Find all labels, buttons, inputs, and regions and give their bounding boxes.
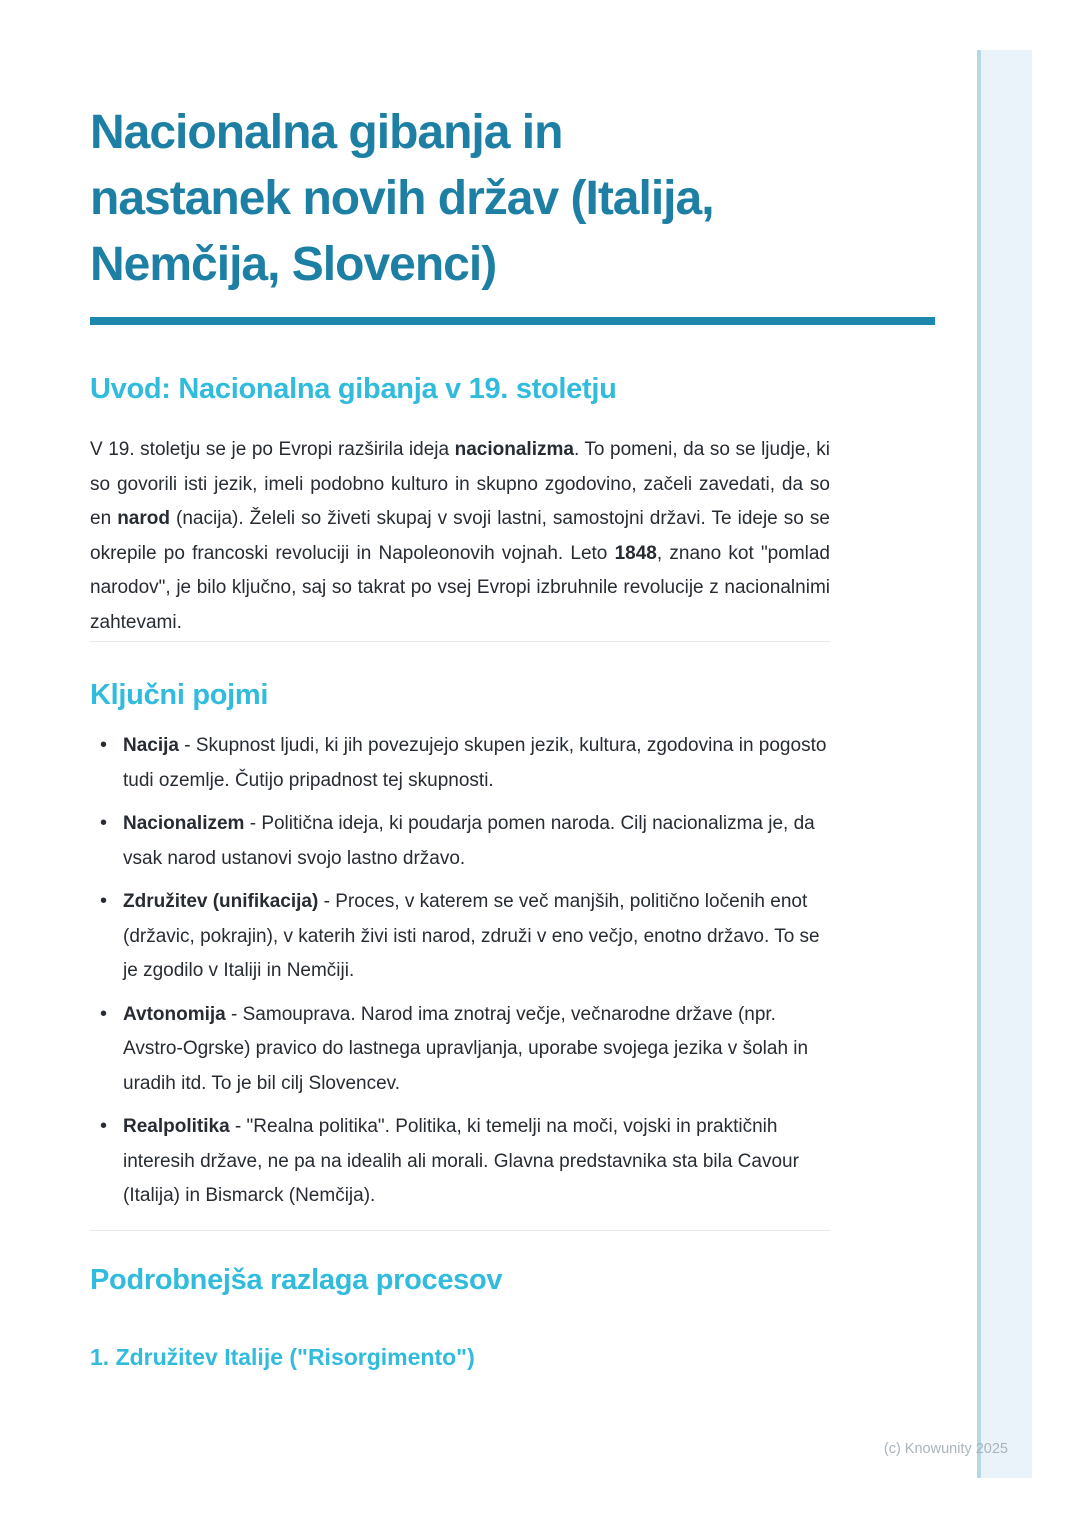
key-terms-list [90,729,830,1214]
term-definition: - Samouprava. Narod ima znotraj večje, večnarodne države (npr. Avstro-Ogrske) pravico do lastnega upravljanja, uporabe svojega jezika v šolah in uradih itd. To je bil cilj Slovencev. [123,1003,809,1094]
section-heading-kljucni-pojmi: Ključni pojmi [90,679,269,711]
page-title-line: nastanek novih držav (Italija, [90,172,714,225]
page-title-line: Nemčija, Slovenci) [90,238,497,291]
term-label: Nacija [123,735,179,756]
list-item [90,885,830,989]
intro-bold-term: narod [117,508,170,529]
section-divider [90,641,830,642]
side-stripe [977,50,1032,1478]
list-item [90,807,830,876]
term-label: Avtonomija [123,1003,226,1025]
intro-text-segment: . To pomeni, da so se ljudje, ki so govorili isti jezik, imeli podobno kulturo in skupno zgodovino, začeli zavedati, da so en [90,439,830,529]
page-content [90,0,935,1371]
section-heading-uvod: Uvod: Nacionalna gibanja v 19. stoletju [90,373,617,405]
intro-bold-term: nacionalizma [454,439,574,460]
term-label: Združitev (unifikacija) [123,891,319,912]
intro-paragraph [90,433,830,640]
title-rule [90,317,935,325]
page-title-line: Nacionalna gibanja in [90,106,563,159]
section-heading-podrobnejsa-razlaga: Podrobnejša razlaga procesov [90,1263,503,1296]
term-definition: - Politična ideja, ki poudarja pomen naroda. Cilj nacionalizma je, da vsak narod ustanovi svojo lastno državo. [123,813,815,869]
subsection-heading-zdruzitev-italije: 1. Združitev Italije ("Risorgimento") [90,1343,475,1370]
list-item [90,1110,830,1214]
intro-text-segment: , znano kot "pomlad narodov", je bilo ključno, saj so takrat po vsej Evropi izbruhnile revolucije z nacionalnimi zahtevami. [90,542,831,633]
page-title [90,100,935,298]
term-label: Realpolitika [123,1116,230,1137]
intro-bold-term: 1848 [614,542,657,564]
term-definition: - Skupnost ljudi, ki jih povezujejo skupen jezik, kultura, zgodovina in pogosto tudi ozemlje. Čutijo pripadnost tej skupnosti. [123,735,827,791]
intro-text-segment: V 19. stoletju se je po Evropi razširila ideja [90,439,455,460]
copyright-note: (c) Knowunity 2025 [883,1441,1008,1457]
term-definition: - Proces, v katerem se več manjših, politično ločenih enot (državic, pokrajin), v katerih živi isti narod, združi v eno večjo, enotno državo. To se je zgodilo v Italiji in Nemčiji. [123,891,820,981]
list-item [90,998,830,1102]
term-label: Nacionalizem [123,813,245,834]
intro-text-segment: (nacija). Želeli so živeti skupaj v svoji lastni, samostojni državi. Te ideje so se okrepile po francoski revoluciji in Napoleonovih vojnah. Leto [90,508,830,564]
section-divider [90,1230,830,1231]
list-item [90,729,830,798]
term-definition: - "Realna politika". Politika, ki temelji na moči, vojski in praktičnih interesih države, ne pa na idealih ali morali. Glavna predstavnika sta bila Cavour (Italija) in Bismarck (Nemčija). [123,1116,799,1206]
